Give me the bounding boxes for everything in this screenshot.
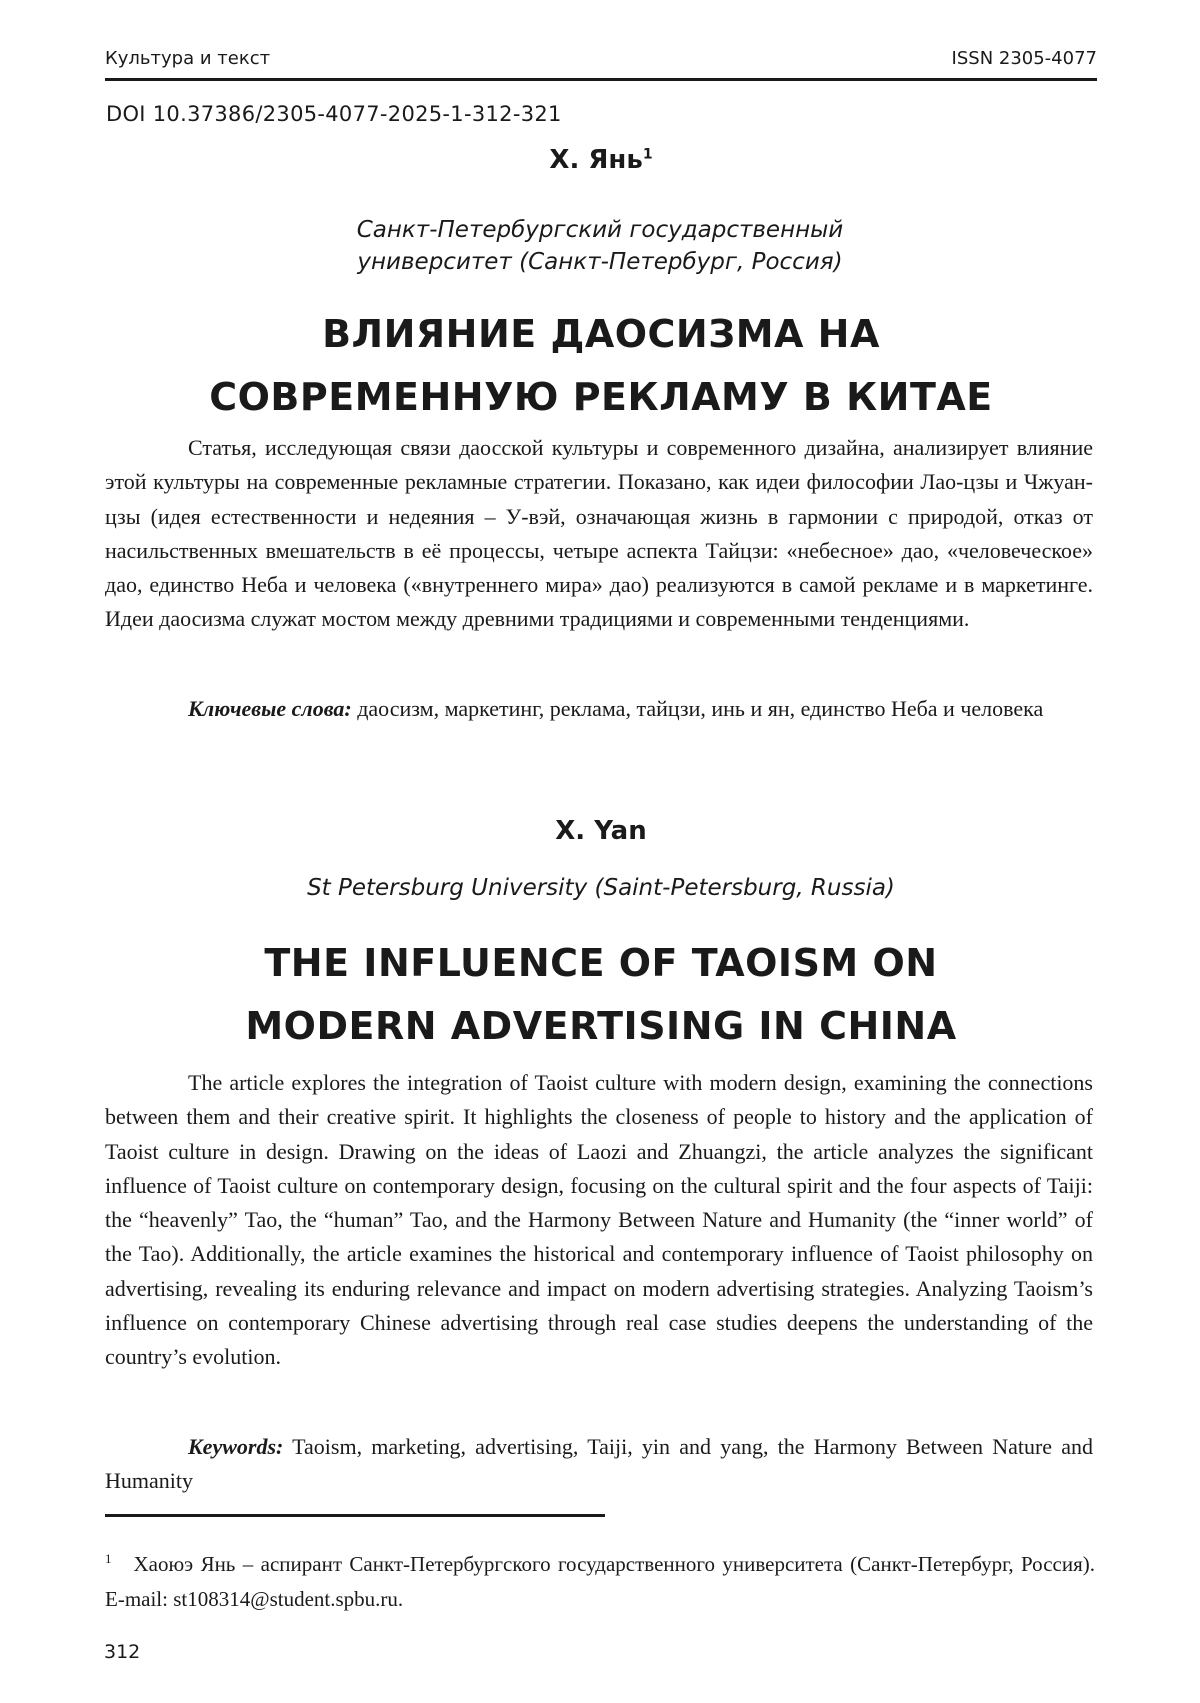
- keywords-ru: [105, 692, 1093, 726]
- author-en: X. Yan: [555, 816, 647, 846]
- keywords-ru-text: даосизм, маркетинг, реклама, тайцзи, инь и ян, единство Неба и человека: [357, 696, 1044, 721]
- journal-name: Культура и текст: [105, 48, 271, 69]
- abstract-ru: Статья, исследующая связи даосской культуры и современного дизайна, анализирует влияние этой культуры на современные рекламные стратегии. Показано, как идеи философии Лао-цзы и Чжуан-цзы (идея естественности и недеяния – У-вэй, означающая жизнь в гармонии с природой, отказ от насильственных вмешательств в её процессы, четыре аспекта Тайцзи: «небесное» дао, «человеческое» дао, единство Неба и человека («внутреннего мира» дао) реализуются в самой рекламе и в маркетинге. Идеи даосизма служат мостом между древними традициями и современными тенденциями.: [105, 435, 1093, 632]
- abstract-en: The article explores the integration of Taoist culture with modern design, examining the connections between them and their creative spirit. It highlights the closeness of people to history and the application of Taoist culture in design. Drawing on the ideas of Laozi and Zhuangzi, the article analyzes the significant influence of Taoist culture on contemporary design, focusing on the cultural spirit and the four aspects of Taiji: the “heavenly” Tao, the “human” Tao, and the Harmony Between Nature and Humanity (the “inner world” of the Tao). Additionally, the article examines the historical and contemporary influence of Taoist philosophy on advertising, revealing its enduring relevance and impact on modern advertising strategies. Analyzing Taoism’s influence on contemporary Chinese advertising through real case studies deepens the understanding of the country’s evolution.: [105, 1070, 1093, 1370]
- page-number: 312: [104, 1641, 141, 1663]
- title-ru-line1: ВЛИЯНИЕ ДАОСИЗМА НА: [322, 312, 880, 356]
- title-ru: [105, 303, 1097, 429]
- keywords-en-text: Taoism, marketing, advertising, Taiji, yin and yang, the Harmony Between Nature and Humanity: [105, 1434, 1094, 1494]
- footnote-mark: 1: [105, 1551, 112, 1566]
- title-en: [105, 932, 1097, 1058]
- title-en-line1: THE INFLUENCE OF TAOISM ON: [264, 941, 938, 985]
- footnote: [105, 1541, 1095, 1617]
- running-head: [105, 44, 1097, 72]
- doi: DOI 10.37386/2305-4077-2025-1-312-321: [106, 102, 562, 126]
- title-en-line2: MODERN ADVERTISING IN CHINA: [245, 1004, 957, 1048]
- keywords-en-label: Keywords:: [188, 1434, 284, 1459]
- issn: ISSN 2305-4077: [951, 48, 1097, 69]
- title-ru-line2: СОВРЕМЕННУЮ РЕКЛАМУ В КИТАЕ: [209, 375, 993, 419]
- affiliation-en: St Petersburg University (Saint-Petersburg, Russia): [307, 875, 895, 901]
- header-rule: [105, 78, 1097, 81]
- author-ru: [105, 145, 1097, 175]
- footnote-text: Хаоюэ Янь – аспирант Санкт-Петербургского государственного университета (Санкт-Петербург, Россия). E-mail: st108314@student.spbu.ru.: [105, 1552, 1095, 1611]
- affiliation-ru: Санкт-Петербургский государственный университет (Санкт-Петербург, Россия): [356, 217, 844, 275]
- footnote-rule: [105, 1514, 605, 1517]
- keywords-ru-label: Ключевые слова:: [188, 696, 352, 721]
- author-ru-name: Х. Янь: [549, 145, 643, 175]
- keywords-en: [105, 1430, 1093, 1499]
- author-footnote-mark: 1: [642, 146, 653, 163]
